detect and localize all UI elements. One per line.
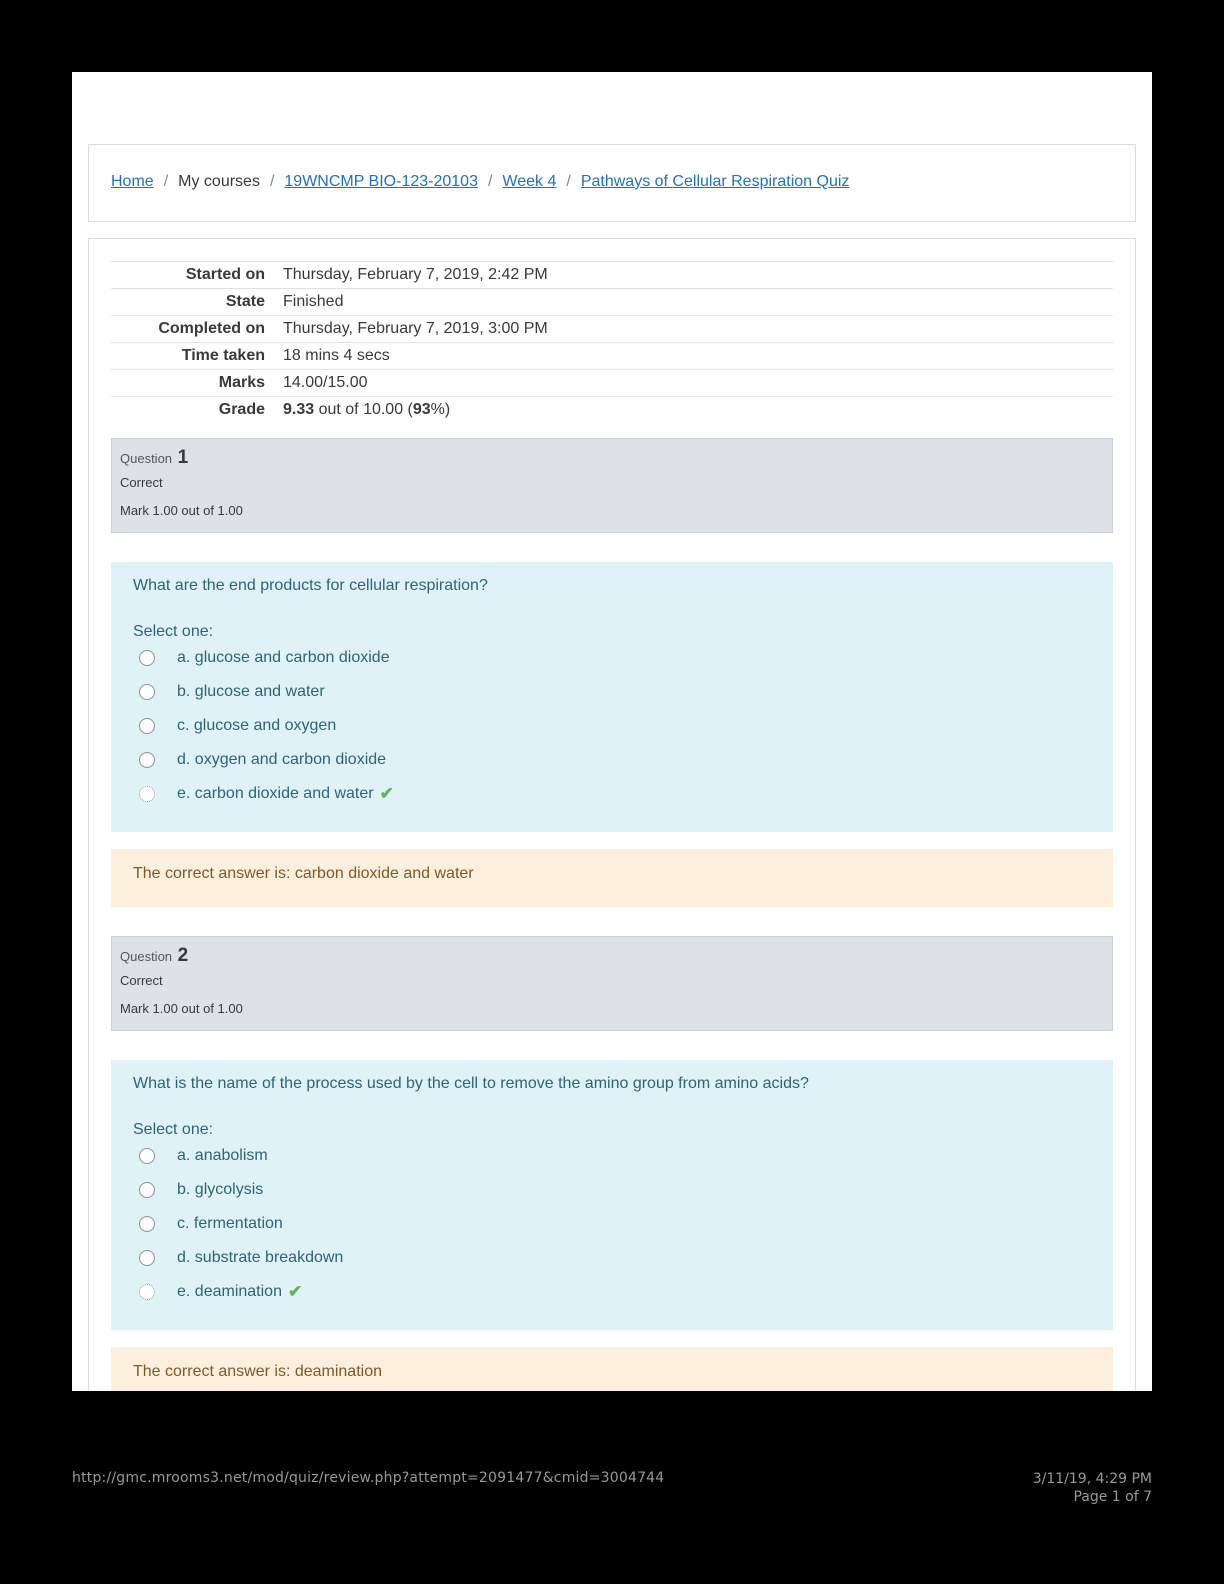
option-label: d. oxygen and carbon dioxide (177, 751, 387, 768)
summary-value: Thursday, February 7, 2019, 2:42 PM (283, 266, 548, 283)
radio-button-selected[interactable] (139, 786, 155, 802)
question-label: Question (120, 949, 173, 964)
question-content (111, 1060, 1113, 1330)
question-label: Question (120, 451, 173, 466)
radio-button-selected[interactable] (139, 1284, 155, 1300)
summary-value: Thursday, February 7, 2019, 3:00 PM (283, 320, 548, 337)
answer-option-correct[interactable] (133, 1275, 1091, 1309)
select-one-label: Select one: (133, 1121, 214, 1138)
radio-button[interactable] (139, 1182, 155, 1198)
question-mark: Mark 1.00 out of 1.00 (120, 1001, 243, 1016)
print-footer-page: Page 1 of 7 (1073, 1489, 1152, 1505)
correct-answer-feedback: The correct answer is: carbon dioxide and water (111, 849, 1113, 907)
breadcrumb-home-link[interactable]: Home (111, 173, 154, 190)
question-content (111, 562, 1113, 832)
summary-label: Started on (185, 266, 265, 283)
summary-label: Time taken (181, 347, 265, 364)
summary-value: 14.00/15.00 (283, 374, 368, 391)
question-info (111, 438, 1113, 533)
radio-button[interactable] (139, 1148, 155, 1164)
summary-value: 18 mins 4 secs (283, 347, 390, 364)
question-text: What is the name of the process used by the cell to remove the amino group from amino acids? (133, 1075, 809, 1092)
summary-label: Grade (218, 401, 265, 418)
question-number (120, 447, 1104, 469)
select-one-label: Select one: (133, 623, 214, 640)
breadcrumb (111, 173, 849, 191)
correct-answer-feedback: The correct answer is: deamination (111, 1347, 1113, 1391)
radio-button[interactable] (139, 1216, 155, 1232)
answer-option[interactable] (133, 1207, 1091, 1241)
check-icon: ✔ (379, 784, 394, 803)
answer-option[interactable] (133, 1241, 1091, 1275)
answer-option[interactable] (133, 1173, 1091, 1207)
option-label: b. glycolysis (177, 1181, 264, 1198)
question-number-value: 1 (177, 447, 189, 468)
grade-percent: 93 (412, 401, 431, 418)
question-state: Correct (120, 973, 163, 988)
summary-row-started (111, 261, 1113, 288)
grade-score: 9.33 (283, 401, 315, 418)
summary-row-marks (111, 369, 1113, 396)
question-info (111, 936, 1113, 1031)
grade-out-of: out of 10.00 ( (314, 401, 413, 418)
option-label: d. substrate breakdown (177, 1249, 344, 1266)
grade-suffix: %) (430, 401, 451, 418)
question-mark: Mark 1.00 out of 1.00 (120, 503, 243, 518)
option-label: a. anabolism (177, 1147, 268, 1164)
summary-label: Marks (218, 374, 265, 391)
breadcrumb-card (88, 144, 1136, 222)
radio-button[interactable] (139, 752, 155, 768)
answer-option[interactable] (133, 709, 1091, 743)
breadcrumb-separator: / (163, 173, 169, 190)
option-label: c. fermentation (177, 1215, 283, 1232)
summary-row-grade (111, 396, 1113, 423)
check-icon: ✔ (287, 1282, 303, 1301)
answer-option[interactable] (133, 675, 1091, 709)
breadcrumb-separator: / (487, 173, 493, 190)
breadcrumb-separator: / (566, 173, 571, 190)
question-state: Correct (120, 475, 163, 490)
option-label: a. glucose and carbon dioxide (177, 649, 390, 666)
option-label: b. glucose and water (177, 683, 325, 700)
summary-value: Finished (283, 293, 344, 310)
print-footer-meta (1033, 1470, 1152, 1506)
option-label: c. glucose and oxygen (177, 717, 337, 734)
summary-row-time-taken (111, 342, 1113, 369)
quiz-review-card (88, 238, 1136, 1391)
question-number (120, 945, 1104, 967)
breadcrumb-my-courses: My courses (178, 173, 260, 190)
page (72, 72, 1152, 1391)
summary-row-state (111, 288, 1113, 315)
breadcrumb-week-link[interactable]: Week 4 (502, 173, 557, 190)
question-text: What are the end products for cellular respiration? (133, 577, 488, 594)
radio-button[interactable] (139, 650, 155, 666)
option-label: e. carbon dioxide and water (177, 785, 374, 802)
summary-row-completed (111, 315, 1113, 342)
print-footer-url: http://gmc.mrooms3.net/mod/quiz/review.php?attempt=2091477&cmid=3004744 (72, 1470, 665, 1486)
radio-button[interactable] (139, 1250, 155, 1266)
question-number-value: 2 (177, 945, 189, 966)
print-footer-datetime: 3/11/19, 4:29 PM (1032, 1471, 1152, 1487)
breadcrumb-course-link[interactable]: 19WNCMP BIO-123-20103 (284, 173, 478, 190)
answer-option-correct[interactable] (133, 777, 1091, 811)
radio-button[interactable] (139, 718, 155, 734)
answer-option[interactable] (133, 743, 1091, 777)
option-label: e. deamination (177, 1283, 282, 1300)
answer-option[interactable] (133, 1139, 1091, 1173)
answer-option[interactable] (133, 641, 1091, 675)
grade-value (265, 401, 450, 419)
attempt-summary-table (111, 261, 1113, 423)
radio-button[interactable] (139, 684, 155, 700)
breadcrumb-quiz-link[interactable]: Pathways of Cellular Respiration Quiz (580, 173, 850, 190)
summary-label: State (225, 293, 265, 310)
breadcrumb-separator: / (269, 173, 275, 190)
summary-label: Completed on (158, 320, 265, 337)
